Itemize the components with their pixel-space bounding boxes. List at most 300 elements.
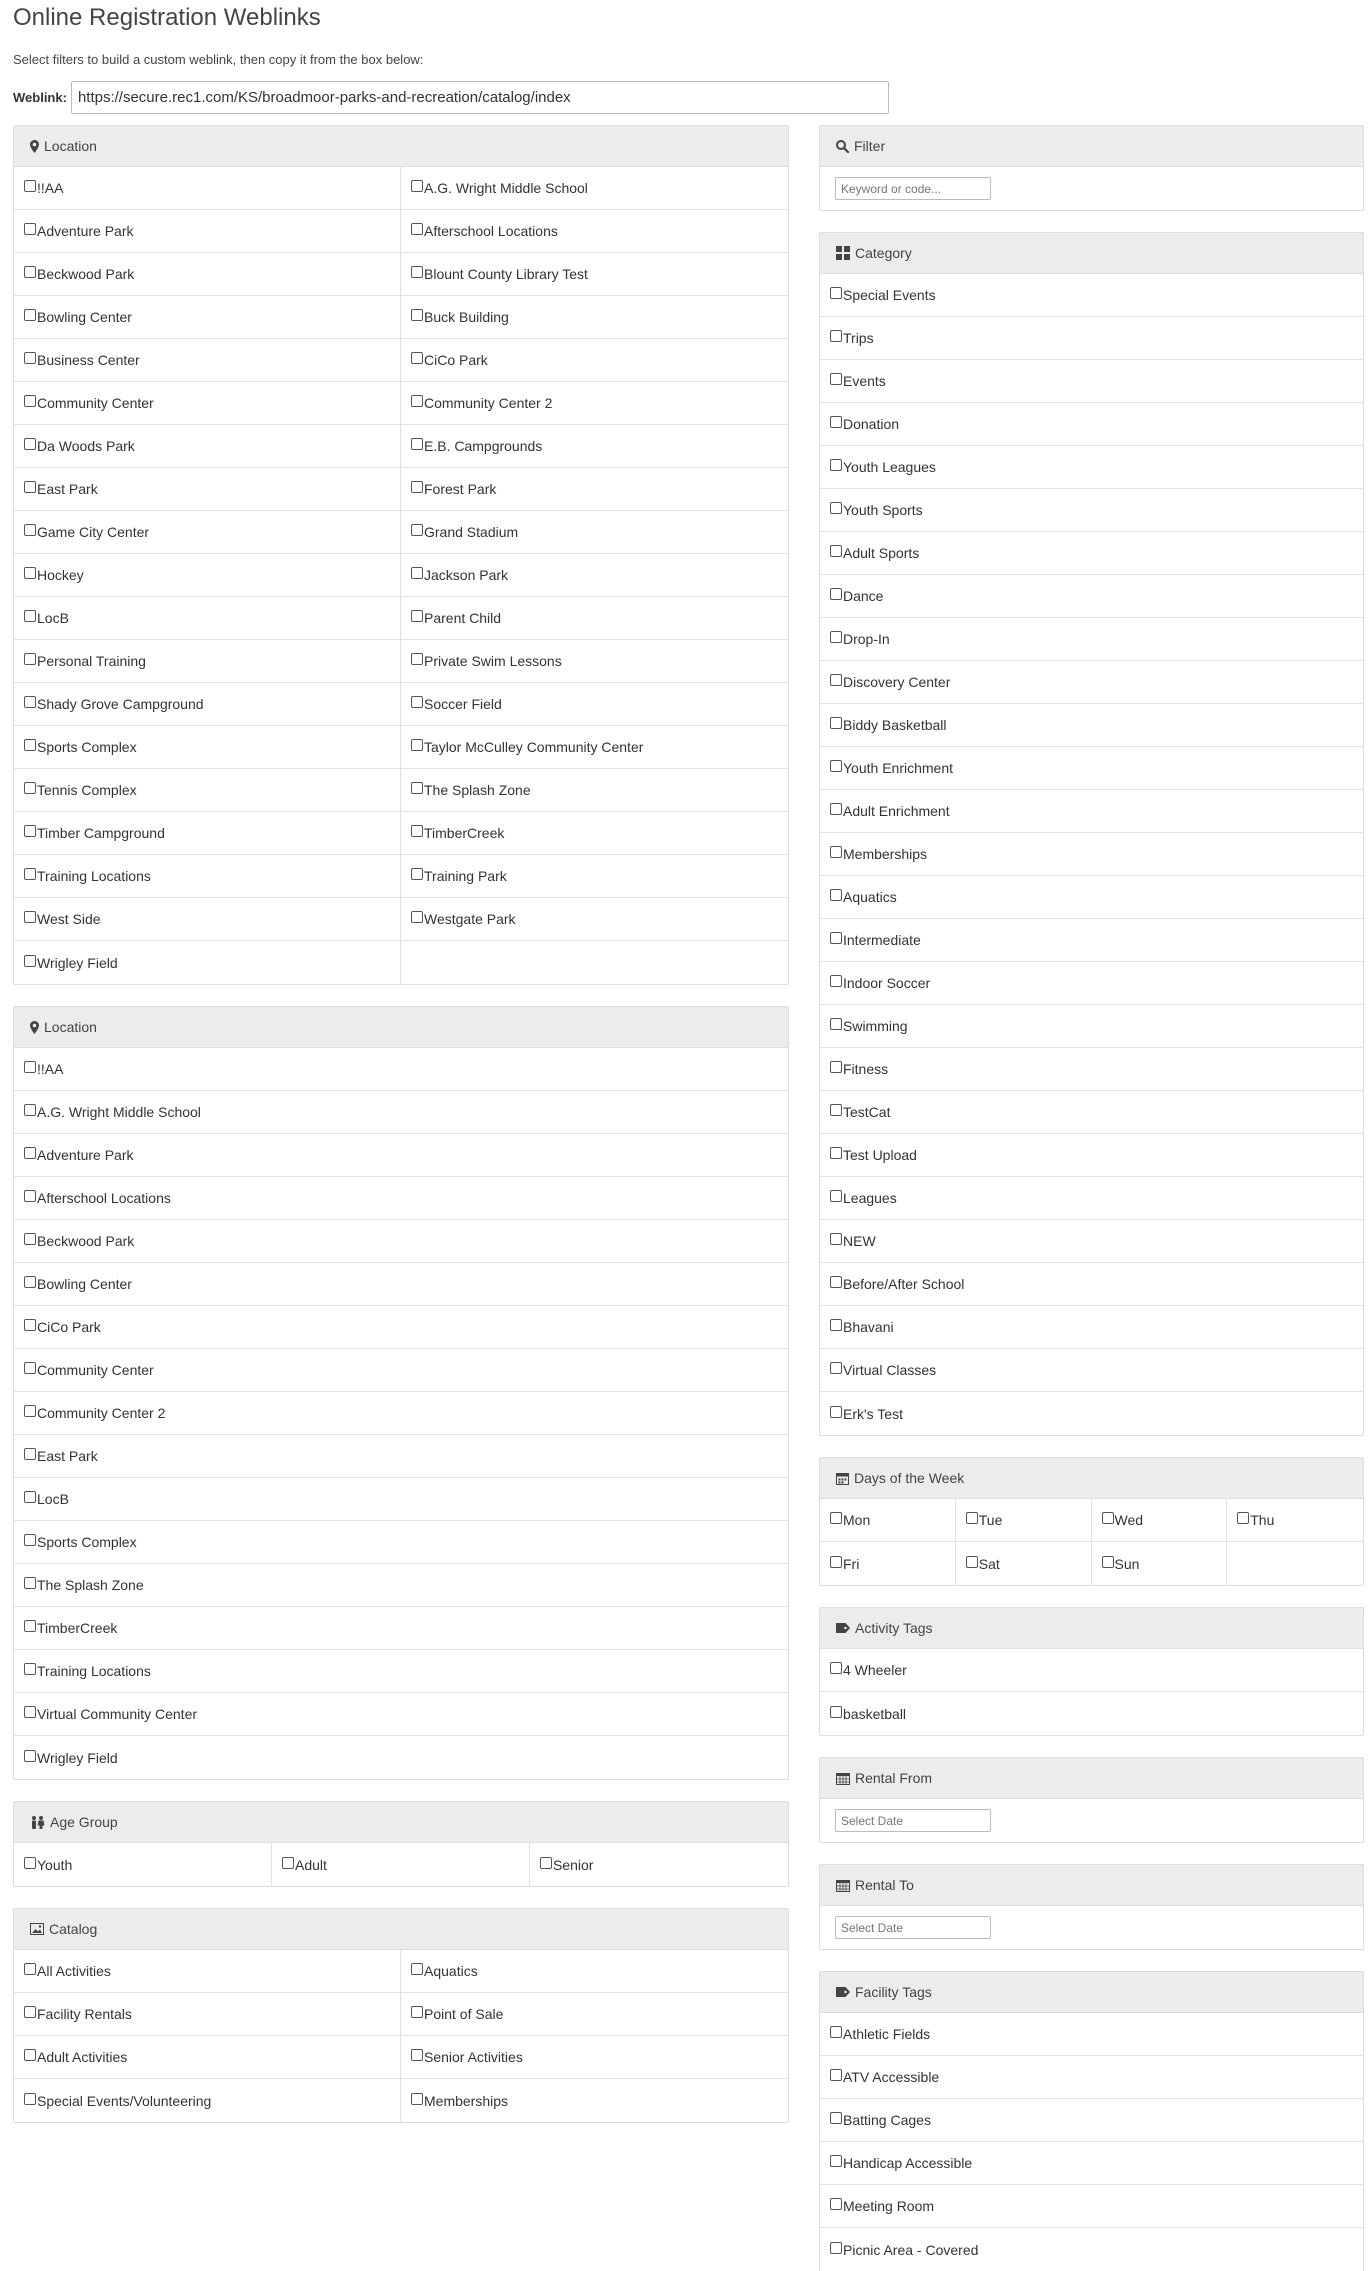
location-option[interactable]: [14, 898, 401, 941]
rental-from-panel-header: [820, 1758, 1363, 1799]
catalog-option[interactable]: [14, 2079, 401, 2122]
checkbox[interactable]: [24, 1190, 36, 1202]
checkbox[interactable]: [411, 2093, 423, 2105]
rental-from-date-input[interactable]: [835, 1809, 991, 1832]
checkbox[interactable]: [24, 1276, 36, 1288]
checkbox[interactable]: [411, 653, 423, 665]
search-icon: [836, 140, 849, 153]
location-option-label: CiCo Park: [37, 1319, 101, 1335]
checkbox[interactable]: [24, 1061, 36, 1073]
category-option[interactable]: [820, 962, 1363, 1005]
checkbox[interactable]: [830, 803, 842, 815]
location-option[interactable]: [14, 855, 401, 898]
age-group-option-label: Adult: [295, 1856, 327, 1873]
checkbox[interactable]: [411, 825, 423, 837]
location-option[interactable]: [401, 167, 788, 210]
location-option-label: Tennis Complex: [37, 782, 137, 798]
category-option[interactable]: [820, 575, 1363, 618]
catalog-option[interactable]: [401, 1993, 788, 2036]
location-option[interactable]: [401, 339, 788, 382]
checkbox[interactable]: [24, 438, 36, 450]
checkbox[interactable]: [830, 588, 842, 600]
checkbox[interactable]: [830, 545, 842, 557]
checkbox[interactable]: [411, 395, 423, 407]
checkbox[interactable]: [830, 1233, 842, 1245]
location-option[interactable]: [401, 683, 788, 726]
checkbox[interactable]: [24, 2006, 36, 2018]
checkbox[interactable]: [24, 653, 36, 665]
category-option[interactable]: [820, 1134, 1363, 1177]
rental-to-panel-title: Rental To: [855, 1877, 914, 1893]
location-option[interactable]: [14, 296, 401, 339]
age-group-option-label: Senior: [553, 1856, 594, 1873]
checkbox[interactable]: [411, 524, 423, 536]
category-option[interactable]: [820, 919, 1363, 962]
checkbox[interactable]: [411, 868, 423, 880]
location-option[interactable]: [14, 1091, 788, 1134]
weblink-input[interactable]: [71, 81, 889, 114]
checkbox[interactable]: [24, 180, 36, 192]
checkbox[interactable]: [411, 438, 423, 450]
location-option-label: Shady Grove Campground: [37, 696, 204, 712]
age-group-option[interactable]: [272, 1843, 530, 1886]
category-option[interactable]: [820, 833, 1363, 876]
category-option[interactable]: [820, 403, 1363, 446]
location-option[interactable]: [401, 253, 788, 296]
facility-tag-option[interactable]: [820, 2099, 1363, 2142]
checkbox[interactable]: [24, 223, 36, 235]
checkbox[interactable]: [411, 352, 423, 364]
checkbox[interactable]: [830, 2026, 842, 2038]
location-option[interactable]: [401, 468, 788, 511]
checkbox[interactable]: [1102, 1512, 1114, 1524]
location-option[interactable]: [401, 898, 788, 941]
checkbox[interactable]: [830, 1556, 842, 1568]
checkbox[interactable]: [1237, 1512, 1249, 1524]
location-option[interactable]: [401, 382, 788, 425]
location-option[interactable]: [14, 812, 401, 855]
catalog-option[interactable]: [14, 2036, 401, 2079]
checkbox[interactable]: [830, 2155, 842, 2167]
category-option[interactable]: [820, 618, 1363, 661]
checkbox[interactable]: [24, 1534, 36, 1546]
category-option[interactable]: [820, 489, 1363, 532]
checkbox[interactable]: [830, 1061, 842, 1073]
location-option[interactable]: [14, 167, 401, 210]
checkbox[interactable]: [24, 1857, 36, 1869]
location-option-label: Parent Child: [424, 610, 502, 626]
checkbox[interactable]: [411, 180, 423, 192]
location-option[interactable]: [401, 296, 788, 339]
checkbox[interactable]: [411, 266, 423, 278]
checkbox[interactable]: [24, 2049, 36, 2061]
checkbox[interactable]: [830, 1276, 842, 1288]
category-option-label: Intermediate: [843, 932, 921, 948]
map-marker-icon: [30, 1021, 39, 1034]
checkbox[interactable]: [830, 1104, 842, 1116]
checkbox[interactable]: [24, 1233, 36, 1245]
checkbox[interactable]: [411, 567, 423, 579]
category-option[interactable]: [820, 1220, 1363, 1263]
checkbox[interactable]: [24, 610, 36, 622]
location-option[interactable]: [14, 1220, 788, 1263]
location-option-label: Bowling Center: [37, 309, 132, 325]
checkbox[interactable]: [24, 1362, 36, 1374]
checkbox[interactable]: [24, 2093, 36, 2105]
checkbox[interactable]: [411, 782, 423, 794]
checkbox[interactable]: [830, 1512, 842, 1524]
facility-tags-panel-header: [820, 1972, 1363, 2013]
category-option-label: Drop-In: [843, 631, 890, 647]
category-option-label: Leagues: [843, 1190, 897, 1206]
checkbox[interactable]: [1102, 1556, 1114, 1568]
picture-icon: [30, 1923, 44, 1935]
checkbox[interactable]: [830, 502, 842, 514]
category-option-label: Adult Sports: [843, 545, 920, 561]
facility-tag-option[interactable]: [820, 2056, 1363, 2099]
checkbox[interactable]: [830, 2069, 842, 2081]
location-option-label: East Park: [37, 481, 98, 497]
checkbox[interactable]: [830, 287, 842, 299]
checkbox[interactable]: [282, 1857, 294, 1869]
location-option[interactable]: [14, 1392, 788, 1435]
facility-tag-option-label: Picnic Area - Covered: [843, 2241, 979, 2258]
checkbox[interactable]: [24, 1663, 36, 1675]
checkbox[interactable]: [411, 309, 423, 321]
location-option-label: !!AA: [37, 180, 64, 196]
location-option-label: Adventure Park: [37, 1147, 134, 1163]
location-option[interactable]: [401, 425, 788, 468]
day-option[interactable]: [1092, 1499, 1228, 1542]
catalog-option[interactable]: [14, 1950, 401, 1993]
location-option[interactable]: [14, 1177, 788, 1220]
checkbox[interactable]: [24, 1620, 36, 1632]
catalog-panel-header: [14, 1909, 788, 1950]
location-option[interactable]: [14, 1306, 788, 1349]
checkbox[interactable]: [830, 373, 842, 385]
checkbox[interactable]: [24, 868, 36, 880]
category-option[interactable]: [820, 317, 1363, 360]
grid-icon: [836, 246, 850, 260]
category-panel-header: [820, 233, 1363, 274]
checkbox[interactable]: [830, 1190, 842, 1202]
checkbox[interactable]: [830, 1147, 842, 1159]
location-option[interactable]: [401, 210, 788, 253]
category-option[interactable]: [820, 1349, 1363, 1392]
facility-tag-option[interactable]: [820, 2013, 1363, 2056]
location-option-label: Westgate Park: [424, 911, 516, 927]
location-option[interactable]: [14, 1478, 788, 1521]
checkbox[interactable]: [411, 481, 423, 493]
rental-to-date-input[interactable]: [835, 1916, 991, 1939]
category-option[interactable]: [820, 1005, 1363, 1048]
location-option[interactable]: [14, 1263, 788, 1306]
location-option-label: The Splash Zone: [424, 782, 531, 798]
location-option[interactable]: [14, 1521, 788, 1564]
location-option[interactable]: [401, 812, 788, 855]
catalog-option[interactable]: [401, 2036, 788, 2079]
rental-to-panel-header: [820, 1865, 1363, 1906]
location-option[interactable]: [14, 640, 401, 683]
checkbox[interactable]: [24, 567, 36, 579]
category-option-label: Bhavani: [843, 1319, 894, 1335]
location-option[interactable]: [14, 425, 401, 468]
checkbox[interactable]: [24, 1147, 36, 1159]
location-option-label: Buck Building: [424, 309, 509, 325]
location-option[interactable]: [14, 1736, 788, 1779]
checkbox[interactable]: [24, 266, 36, 278]
catalog-panel-title: Catalog: [49, 1921, 98, 1937]
checkbox[interactable]: [24, 696, 36, 708]
catalog-option[interactable]: [401, 1950, 788, 1993]
checkbox[interactable]: [411, 2049, 423, 2061]
checkbox[interactable]: [24, 1963, 36, 1975]
location-option[interactable]: [14, 253, 401, 296]
location-option[interactable]: [14, 339, 401, 382]
category-option[interactable]: [820, 790, 1363, 833]
checkbox[interactable]: [830, 330, 842, 342]
location-option[interactable]: [14, 511, 401, 554]
checkbox[interactable]: [830, 1362, 842, 1374]
category-option[interactable]: [820, 1392, 1363, 1435]
day-option-label: Wed: [1114, 1512, 1144, 1528]
category-option[interactable]: [820, 1263, 1363, 1306]
location-option[interactable]: [14, 554, 401, 597]
checkbox[interactable]: [24, 1104, 36, 1116]
location-option[interactable]: [14, 1650, 788, 1693]
filter-panel-title: Filter: [854, 138, 886, 154]
checkbox[interactable]: [830, 1706, 842, 1718]
location-option[interactable]: [401, 726, 788, 769]
day-option-label: Tue: [978, 1512, 1003, 1528]
age-group-option[interactable]: [530, 1843, 788, 1886]
checkbox[interactable]: [24, 1750, 36, 1762]
category-option-label: Discovery Center: [843, 674, 951, 690]
day-option[interactable]: [820, 1499, 956, 1542]
category-option[interactable]: [820, 1048, 1363, 1091]
location-option-label: Wrigley Field: [37, 1749, 118, 1766]
tag-icon: [836, 1987, 850, 1997]
location-panel: [13, 125, 789, 985]
checkbox[interactable]: [830, 1406, 842, 1418]
location-option-label: TimberCreek: [37, 1620, 118, 1636]
checkbox[interactable]: [24, 1448, 36, 1460]
checkbox[interactable]: [830, 631, 842, 643]
category-panel: [819, 232, 1364, 1436]
location-option-label: Game City Center: [37, 524, 150, 540]
facility-tags-panel-title: Facility Tags: [855, 1984, 932, 2000]
category-option-label: Biddy Basketball: [843, 717, 947, 733]
checkbox[interactable]: [411, 1963, 423, 1975]
calendar-icon: [836, 1879, 850, 1892]
category-option[interactable]: [820, 1091, 1363, 1134]
facility-tag-option[interactable]: [820, 2142, 1363, 2185]
checkbox[interactable]: [830, 760, 842, 772]
checkbox[interactable]: [411, 696, 423, 708]
location-option[interactable]: [401, 511, 788, 554]
facility-tag-option[interactable]: [820, 2185, 1363, 2228]
day-option[interactable]: [956, 1499, 1092, 1542]
location-option[interactable]: [401, 597, 788, 640]
category-option[interactable]: [820, 532, 1363, 575]
location-option[interactable]: [14, 1435, 788, 1478]
category-option[interactable]: [820, 704, 1363, 747]
checkbox[interactable]: [24, 352, 36, 364]
checkbox[interactable]: [411, 223, 423, 235]
location-option-label: Private Swim Lessons: [424, 653, 562, 669]
checkbox[interactable]: [24, 395, 36, 407]
location-option-label: TimberCreek: [424, 825, 505, 841]
page-title: Online Registration Weblinks: [13, 4, 321, 31]
location-option[interactable]: [14, 210, 401, 253]
category-option[interactable]: [820, 1177, 1363, 1220]
category-option[interactable]: [820, 747, 1363, 790]
checkbox[interactable]: [830, 2242, 842, 2254]
checkbox[interactable]: [24, 739, 36, 751]
location-option[interactable]: [14, 1134, 788, 1177]
location-option[interactable]: [14, 597, 401, 640]
checkbox[interactable]: [24, 1577, 36, 1589]
facility-tags-panel: [819, 1971, 1364, 2271]
location-option[interactable]: [14, 683, 401, 726]
right-column: [819, 125, 1364, 2271]
category-option[interactable]: [820, 661, 1363, 704]
checkbox[interactable]: [24, 1491, 36, 1503]
filter-panel-header: [820, 126, 1363, 167]
category-option-label: Fitness: [843, 1061, 889, 1077]
checkbox[interactable]: [24, 911, 36, 923]
people-icon: [30, 1816, 45, 1829]
day-option-label: Mon: [843, 1512, 871, 1528]
location-option[interactable]: [401, 769, 788, 812]
category-option[interactable]: [820, 1306, 1363, 1349]
location-option-label: Sports Complex: [37, 739, 137, 755]
location-option[interactable]: [401, 554, 788, 597]
checkbox[interactable]: [830, 975, 842, 987]
location-option-label: Soccer Field: [424, 696, 502, 712]
checkbox[interactable]: [830, 2198, 842, 2210]
activity-tags-panel: [819, 1607, 1364, 1736]
checkbox[interactable]: [24, 1319, 36, 1331]
location-option-label: Timber Campground: [37, 825, 165, 841]
checkbox[interactable]: [24, 955, 36, 967]
location-option-label: Afterschool Locations: [37, 1190, 171, 1206]
checkbox[interactable]: [24, 825, 36, 837]
facility-tag-option[interactable]: [820, 2228, 1363, 2271]
checkbox[interactable]: [540, 1857, 552, 1869]
category-option-label: Events: [843, 373, 886, 389]
rental-from-panel: [819, 1757, 1364, 1843]
location-option[interactable]: [14, 1564, 788, 1607]
day-option[interactable]: [956, 1542, 1092, 1585]
checkbox[interactable]: [24, 1405, 36, 1417]
age-group-option-label: Youth: [37, 1856, 73, 1873]
catalog-option[interactable]: [14, 1993, 401, 2036]
category-option-label: Trips: [843, 330, 874, 346]
checkbox[interactable]: [411, 2006, 423, 2018]
checkbox[interactable]: [411, 739, 423, 751]
days-panel-header: [820, 1458, 1363, 1499]
checkbox[interactable]: [24, 524, 36, 536]
location-option-label: Bowling Center: [37, 1276, 132, 1292]
location-option[interactable]: [14, 1607, 788, 1650]
checkbox[interactable]: [24, 309, 36, 321]
checkbox[interactable]: [966, 1556, 978, 1568]
checkbox[interactable]: [830, 1319, 842, 1331]
checkbox[interactable]: [830, 2112, 842, 2124]
empty-cell: [1227, 1542, 1363, 1585]
location-option[interactable]: [14, 468, 401, 511]
checkbox[interactable]: [830, 1662, 842, 1674]
category-option-label: TestCat: [843, 1104, 891, 1120]
location-option[interactable]: [14, 1693, 788, 1736]
catalog-option-label: Special Events/Volunteering: [37, 2092, 212, 2109]
category-option[interactable]: [820, 360, 1363, 403]
activity-tag-option[interactable]: [820, 1692, 1363, 1735]
age-group-option[interactable]: [14, 1843, 272, 1886]
location-panel-2-title: Location: [44, 1019, 97, 1035]
location-option[interactable]: [401, 640, 788, 683]
location-option[interactable]: [14, 941, 401, 984]
category-option-label: Before/After School: [843, 1276, 965, 1292]
checkbox[interactable]: [830, 459, 842, 471]
location-option-label: Afterschool Locations: [424, 223, 558, 239]
checkbox[interactable]: [24, 481, 36, 493]
facility-tag-option-label: Batting Cages: [843, 2112, 931, 2128]
checkbox[interactable]: [830, 846, 842, 858]
checkbox[interactable]: [24, 782, 36, 794]
location-option[interactable]: [14, 1048, 788, 1091]
day-option[interactable]: [1227, 1499, 1363, 1542]
checkbox[interactable]: [411, 610, 423, 622]
catalog-option[interactable]: [401, 2079, 788, 2122]
activity-tag-option[interactable]: [820, 1649, 1363, 1692]
location-option[interactable]: [14, 382, 401, 425]
category-option[interactable]: [820, 446, 1363, 489]
location-option-label: A.G. Wright Middle School: [424, 180, 588, 196]
filter-panel: [819, 125, 1364, 211]
checkbox[interactable]: [966, 1512, 978, 1524]
location-option-label: Da Woods Park: [37, 438, 135, 454]
keyword-search-input[interactable]: [835, 177, 991, 200]
location-option-label: Beckwood Park: [37, 266, 135, 282]
rental-from-field-wrap: [820, 1799, 1363, 1842]
checkbox[interactable]: [830, 717, 842, 729]
day-option[interactable]: [820, 1542, 956, 1585]
checkbox[interactable]: [411, 911, 423, 923]
location-option[interactable]: [14, 726, 401, 769]
day-option[interactable]: [1092, 1542, 1228, 1585]
checkbox[interactable]: [830, 889, 842, 901]
checkbox[interactable]: [24, 1706, 36, 1718]
location-option[interactable]: [14, 1349, 788, 1392]
facility-tag-option-label: Meeting Room: [843, 2198, 935, 2214]
weblink-label: Weblink:: [13, 90, 67, 105]
catalog-option-label: Facility Rentals: [37, 2006, 132, 2022]
checkbox[interactable]: [830, 932, 842, 944]
category-option[interactable]: [820, 876, 1363, 919]
category-option-label: Test Upload: [843, 1147, 917, 1163]
facility-tag-option-label: Athletic Fields: [843, 2026, 931, 2042]
days-panel-title: Days of the Week: [854, 1470, 965, 1486]
location-option[interactable]: [14, 769, 401, 812]
checkbox[interactable]: [830, 1018, 842, 1030]
checkbox[interactable]: [830, 674, 842, 686]
location-option[interactable]: [401, 855, 788, 898]
category-option[interactable]: [820, 274, 1363, 317]
checkbox[interactable]: [830, 416, 842, 428]
category-option-label: Swimming: [843, 1018, 908, 1034]
